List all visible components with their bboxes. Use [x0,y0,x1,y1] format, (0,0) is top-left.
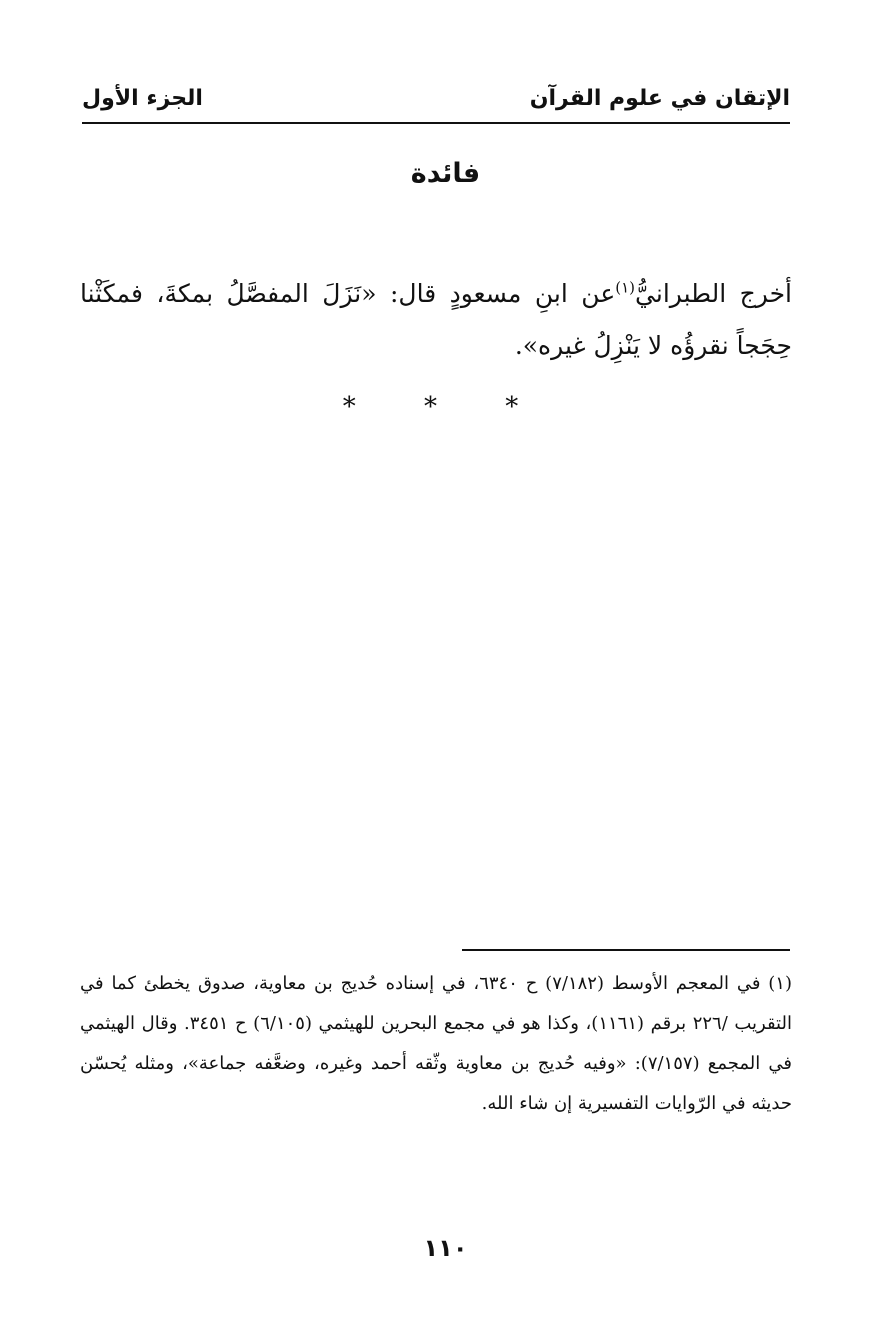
paragraph-text-end: عن ابنِ مسعودٍ قال: «نَزَلَ المفصَّلُ بمكةَ، فمكَثْنا حِجَجاً نقرؤُه لا يَنْزِلُ غيره». [80,279,792,360]
section-separator: * * * [342,392,549,422]
section-title: فائدة [410,158,481,189]
main-paragraph [80,268,792,372]
volume-label: الجزء الأول [82,85,203,111]
footnote-divider [462,949,790,951]
book-title: الإتقان في علوم القرآن [529,85,790,111]
paragraph-text-start: أخرج الطبرانيُّ [635,279,792,308]
footnote-text: (١) في المعجم الأوسط (٧/١٨٢) ح ٦٣٤٠، في إسناده حُديج بن معاوية، صدوق يخطئ كما في التقريب /٢٢٦ برقم (١١٦١)، وكذا هو في مجمع البحرين للهيثمي (٦/١٠٥) ح ٣٤٥١. وقال الهيثمي في المجمع (٧/١٥٧): «وفيه حُديج بن معاوية وثّقه أحمد وغيره، وضعَّفه جماعة»، ومثله يُحسّن حديثه في الرّوايات التفسيرية إن شاء الله. [80,973,792,1114]
page-number: ١١٠ [423,1234,468,1262]
running-header [82,80,790,116]
header-divider [82,122,790,124]
footnote-reference: (١) [615,278,636,297]
